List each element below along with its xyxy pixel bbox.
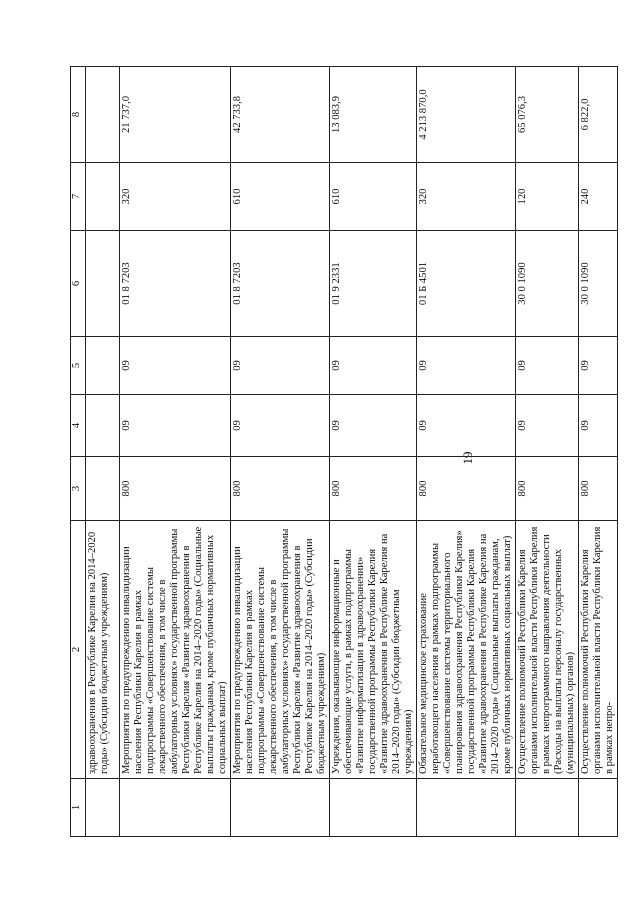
target-article-cell: 01 8 7203 bbox=[231, 231, 330, 337]
section-code-cell: 09 bbox=[417, 395, 516, 457]
subsection-code-cell bbox=[86, 337, 120, 395]
section-code-cell: 09 bbox=[231, 395, 330, 457]
expense-type-cell: 610 bbox=[231, 163, 330, 231]
table-row bbox=[417, 67, 516, 837]
target-article-cell: 01 9 2331 bbox=[330, 231, 417, 337]
subsection-code-cell: 09 bbox=[231, 337, 330, 395]
header-cell: 4 bbox=[71, 395, 86, 457]
expense-type-cell bbox=[86, 163, 120, 231]
expense-name-cell: Мероприятия по предупреждению инвалидизации населения Республики Карелия в рамках подпрограммы «Совершенствование системы лекарственного обеспечения, в том числе в амбулаторных условиях» государственной программы Республики Карелия «Развитие здравоохранения в Республике Карелия на 2014–2020 годы» (Субсидии бюджетным учреждениям) bbox=[231, 521, 330, 779]
amount-cell: 21 737,0 bbox=[120, 67, 231, 163]
expense-type-cell: 240 bbox=[579, 163, 618, 231]
amount-cell: 4 213 870,0 bbox=[417, 67, 516, 163]
expense-name-cell: здравоохранения в Республике Карелия на 2014–2020 годы» (Субсидии бюджетным учреждениям) bbox=[86, 521, 120, 779]
ministry-code-cell: 800 bbox=[120, 457, 231, 521]
header-cell: 7 bbox=[71, 163, 86, 231]
page-number: 19 bbox=[460, 451, 475, 465]
header-cell: 3 bbox=[71, 457, 86, 521]
target-article-cell: 30 0 1090 bbox=[516, 231, 579, 337]
row-index-cell bbox=[330, 779, 417, 837]
subsection-code-cell: 09 bbox=[516, 337, 579, 395]
ministry-code-cell: 800 bbox=[330, 457, 417, 521]
target-article-cell bbox=[86, 231, 120, 337]
ministry-code-cell: 800 bbox=[579, 457, 618, 521]
row-index-cell bbox=[417, 779, 516, 837]
table-row bbox=[516, 67, 579, 837]
table-header-row bbox=[71, 67, 86, 837]
section-code-cell bbox=[86, 395, 120, 457]
expense-name-cell: Обязательное медицинское страхование неработающего населения в рамках подпрограммы «Совершенствование системы территориального планирования здравоохранения Республики Карелия» государственной программы Республики Карелия «Развитие здравоохранения в Республике Карелия на 2014–2020 годы» (Социальные выплаты гражданам, кроме публичных нормативных социальных выплат) bbox=[417, 521, 516, 779]
header-cell: 2 bbox=[71, 521, 86, 779]
expense-type-cell: 320 bbox=[417, 163, 516, 231]
row-index-cell bbox=[86, 779, 120, 837]
section-code-cell: 09 bbox=[330, 395, 417, 457]
table-row bbox=[120, 67, 231, 837]
table-row bbox=[86, 67, 120, 837]
table-row bbox=[579, 67, 618, 837]
amount-cell: 13 083,9 bbox=[330, 67, 417, 163]
header-cell: 8 bbox=[71, 67, 86, 163]
ministry-code-cell: 800 bbox=[231, 457, 330, 521]
expense-name-cell: Осуществление полномочий Республики Карелия органами исполнительной власти Республики Карелия в рамках непро- bbox=[579, 521, 618, 779]
amount-cell bbox=[86, 67, 120, 163]
subsection-code-cell: 09 bbox=[417, 337, 516, 395]
subsection-code-cell: 09 bbox=[120, 337, 231, 395]
expense-type-cell: 320 bbox=[120, 163, 231, 231]
section-code-cell: 09 bbox=[579, 395, 618, 457]
subsection-code-cell: 09 bbox=[579, 337, 618, 395]
row-index-cell bbox=[579, 779, 618, 837]
row-index-cell bbox=[516, 779, 579, 837]
budget-table-rotated bbox=[70, 67, 615, 837]
header-cell: 6 bbox=[71, 231, 86, 337]
target-article-cell: 01 8 7203 bbox=[120, 231, 231, 337]
header-cell: 1 bbox=[71, 779, 86, 837]
amount-cell: 42 733,8 bbox=[231, 67, 330, 163]
subsection-code-cell: 09 bbox=[330, 337, 417, 395]
table-row bbox=[231, 67, 330, 837]
target-article-cell: 30 0 1090 bbox=[579, 231, 618, 337]
section-code-cell: 09 bbox=[120, 395, 231, 457]
expense-name-cell: Мероприятия по предупреждению инвалидизации населения Республики Карелия в рамках подпрограммы «Совершенствование системы лекарственного обеспечения, в том числе в амбулаторных условиях» государственной программы Республики Карелия «Развитие здравоохранения в Республике Карелия на 2014–2020 годы» (Социальные выплаты гражданам, кроме публичных нормативных социальных выплат) bbox=[120, 521, 231, 779]
ministry-code-cell bbox=[86, 457, 120, 521]
expense-name-cell: Учреждения, оказывающие информационные и обеспечивающие услуги, в рамках подпрограммы «Развитие информатизации в здравоохранении» государственной программы Республики Карелия «Развитие здравоохранения в Республике Карелия на 2014–2020 годы» (Субсидии бюджетным учреждениям) bbox=[330, 521, 417, 779]
expense-type-cell: 610 bbox=[330, 163, 417, 231]
table-row bbox=[330, 67, 417, 837]
budget-table bbox=[70, 66, 618, 837]
section-code-cell: 09 bbox=[516, 395, 579, 457]
expense-type-cell: 120 bbox=[516, 163, 579, 231]
amount-cell: 65 076,3 bbox=[516, 67, 579, 163]
expense-name-cell: Осуществление полномочий Республики Карелия органами исполнительной власти Республики Карелия в рамках непрограммного направления деятельности (Расходы на выплаты персоналу государственных (муниципальных) органов) bbox=[516, 521, 579, 779]
ministry-code-cell: 800 bbox=[516, 457, 579, 521]
header-cell: 5 bbox=[71, 337, 86, 395]
ministry-code-cell: 800 bbox=[417, 457, 516, 521]
row-index-cell bbox=[120, 779, 231, 837]
target-article-cell: 01 Б 4501 bbox=[417, 231, 516, 337]
amount-cell: 6 822,0 bbox=[579, 67, 618, 163]
row-index-cell bbox=[231, 779, 330, 837]
